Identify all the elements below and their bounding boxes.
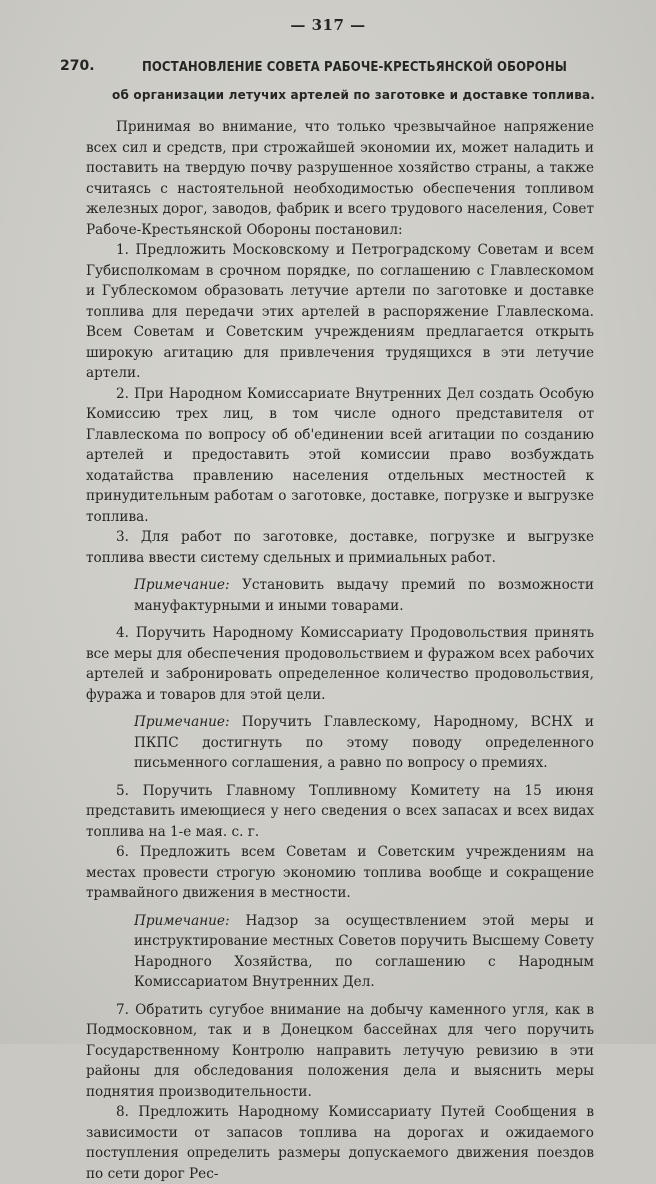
item-7: 7. Обратить сугубое внимание на добычу каменного угля, как в Подмосковном, так и в Донецком бассейнах для чего поручить Государственному Контролю направить летучую ревизию в эти районы для обследования положения дела и выяснить меры поднятия производительности. [86, 1001, 594, 1100]
preamble-paragraph: Принимая во внимание, что только чрезвычайное напряжение всех сил и средств, при строжайшей экономии их, может наладить и поставить на твердую почву разрушенное хозяйство страны, а также считаясь с настоятельной необходимостью обеспечения топливом железных дорог, заводов, фабрик и всего трудового населения, Совет Рабоче-Крестьянской Обороны постановил: [86, 119, 594, 238]
item-8: 8. Предложить Народному Комиссариату Путей Сообщения в зависимости от запасов топлива на дорогах и ожидаемого поступления определить размеры допускаемого движения поездов по сети дорог Рес- [86, 1104, 594, 1182]
item-1: 1. Предложить Московскому и Петроградскому Советам и всем Губисполкомам в срочном порядке, по соглашению с Главлескомом и Гублескомом образовать летучие артели по заготовке и доставке топлива для передачи этих артелей в распоряжение Главлескома. Всем Советам и Советским учреждениям предлагается открыть широкую агитацию для привлечения трудящихся в эти летучие артели. [86, 242, 594, 381]
item-2: 2. При Народном Комиссариате Внутренних Дел создать Особую Комиссию трех лиц, в том числе одного представителя от Главлескома по вопросу об об'единении всей агитации по созданию артелей и предоставить этой комиссии право возбуждать ходатайства правлению населения отдельных местностей к принудительным работам о заготовке, доставке, погрузке и выгрузке топлива. [86, 385, 594, 525]
item-4: 4. Поручить Народному Комиссариату Продовольствия принять все меры для обеспечения продовольствием и фуражом всех рабочих артелей и забронировать определенное количество продовольствия, фуража и товаров для этой цели. [86, 625, 594, 703]
note-3 [86, 911, 594, 993]
note-3-label: Примечание: [134, 912, 230, 929]
note-1-label: Примечание: [134, 577, 230, 593]
note-3-text: Надзор за осуществлением этой меры и инструктирование местных Советов поручить Высшему Совету Народного Хозяйства, по соглашению с Народным Комиссариатом Внутренних Дел. [134, 912, 594, 990]
note-2 [86, 712, 594, 774]
note-2-label: Примечание: [134, 714, 230, 730]
page-number: — 317 — [290, 16, 366, 34]
item-5: 5. Поручить Главному Топливному Комитету на 15 июня представить имеющиеся у него сведения о всех запасах и всех видах топлива на 1-е мая. с. г. [86, 782, 594, 840]
note-1 [86, 575, 594, 616]
note-2-text: Поручить Главлескому, Народному, ВСНХ и ПКПС достигнуть по этому поводу определенного письменного соглашения, а равно по вопросу о премиях. [134, 714, 594, 771]
note-1-text: Установить выдачу премий по возможности мануфактурными и иными товарами. [134, 577, 594, 614]
document-body [86, 117, 594, 1184]
document-number: 270. [60, 58, 95, 74]
item-3: 3. Для работ по заготовке, доставке, погрузке и выгрузке топлива ввести систему сдельных и примиальных работ. [86, 529, 594, 566]
item-6: 6. Предложить всем Советам и Советским учреждениям на местах провести строгую экономию топлива вообще и сокращение трамвайного движения в местности. [86, 844, 594, 901]
document-title: ПОСТАНОВЛЕНИЕ СОВЕТА РАБОЧЕ-КРЕСТЬЯНСКОЙ ОБОРОНЫ [142, 60, 567, 75]
document-subtitle: об организации летучих артелей по заготовке и доставке топлива. [112, 88, 596, 102]
